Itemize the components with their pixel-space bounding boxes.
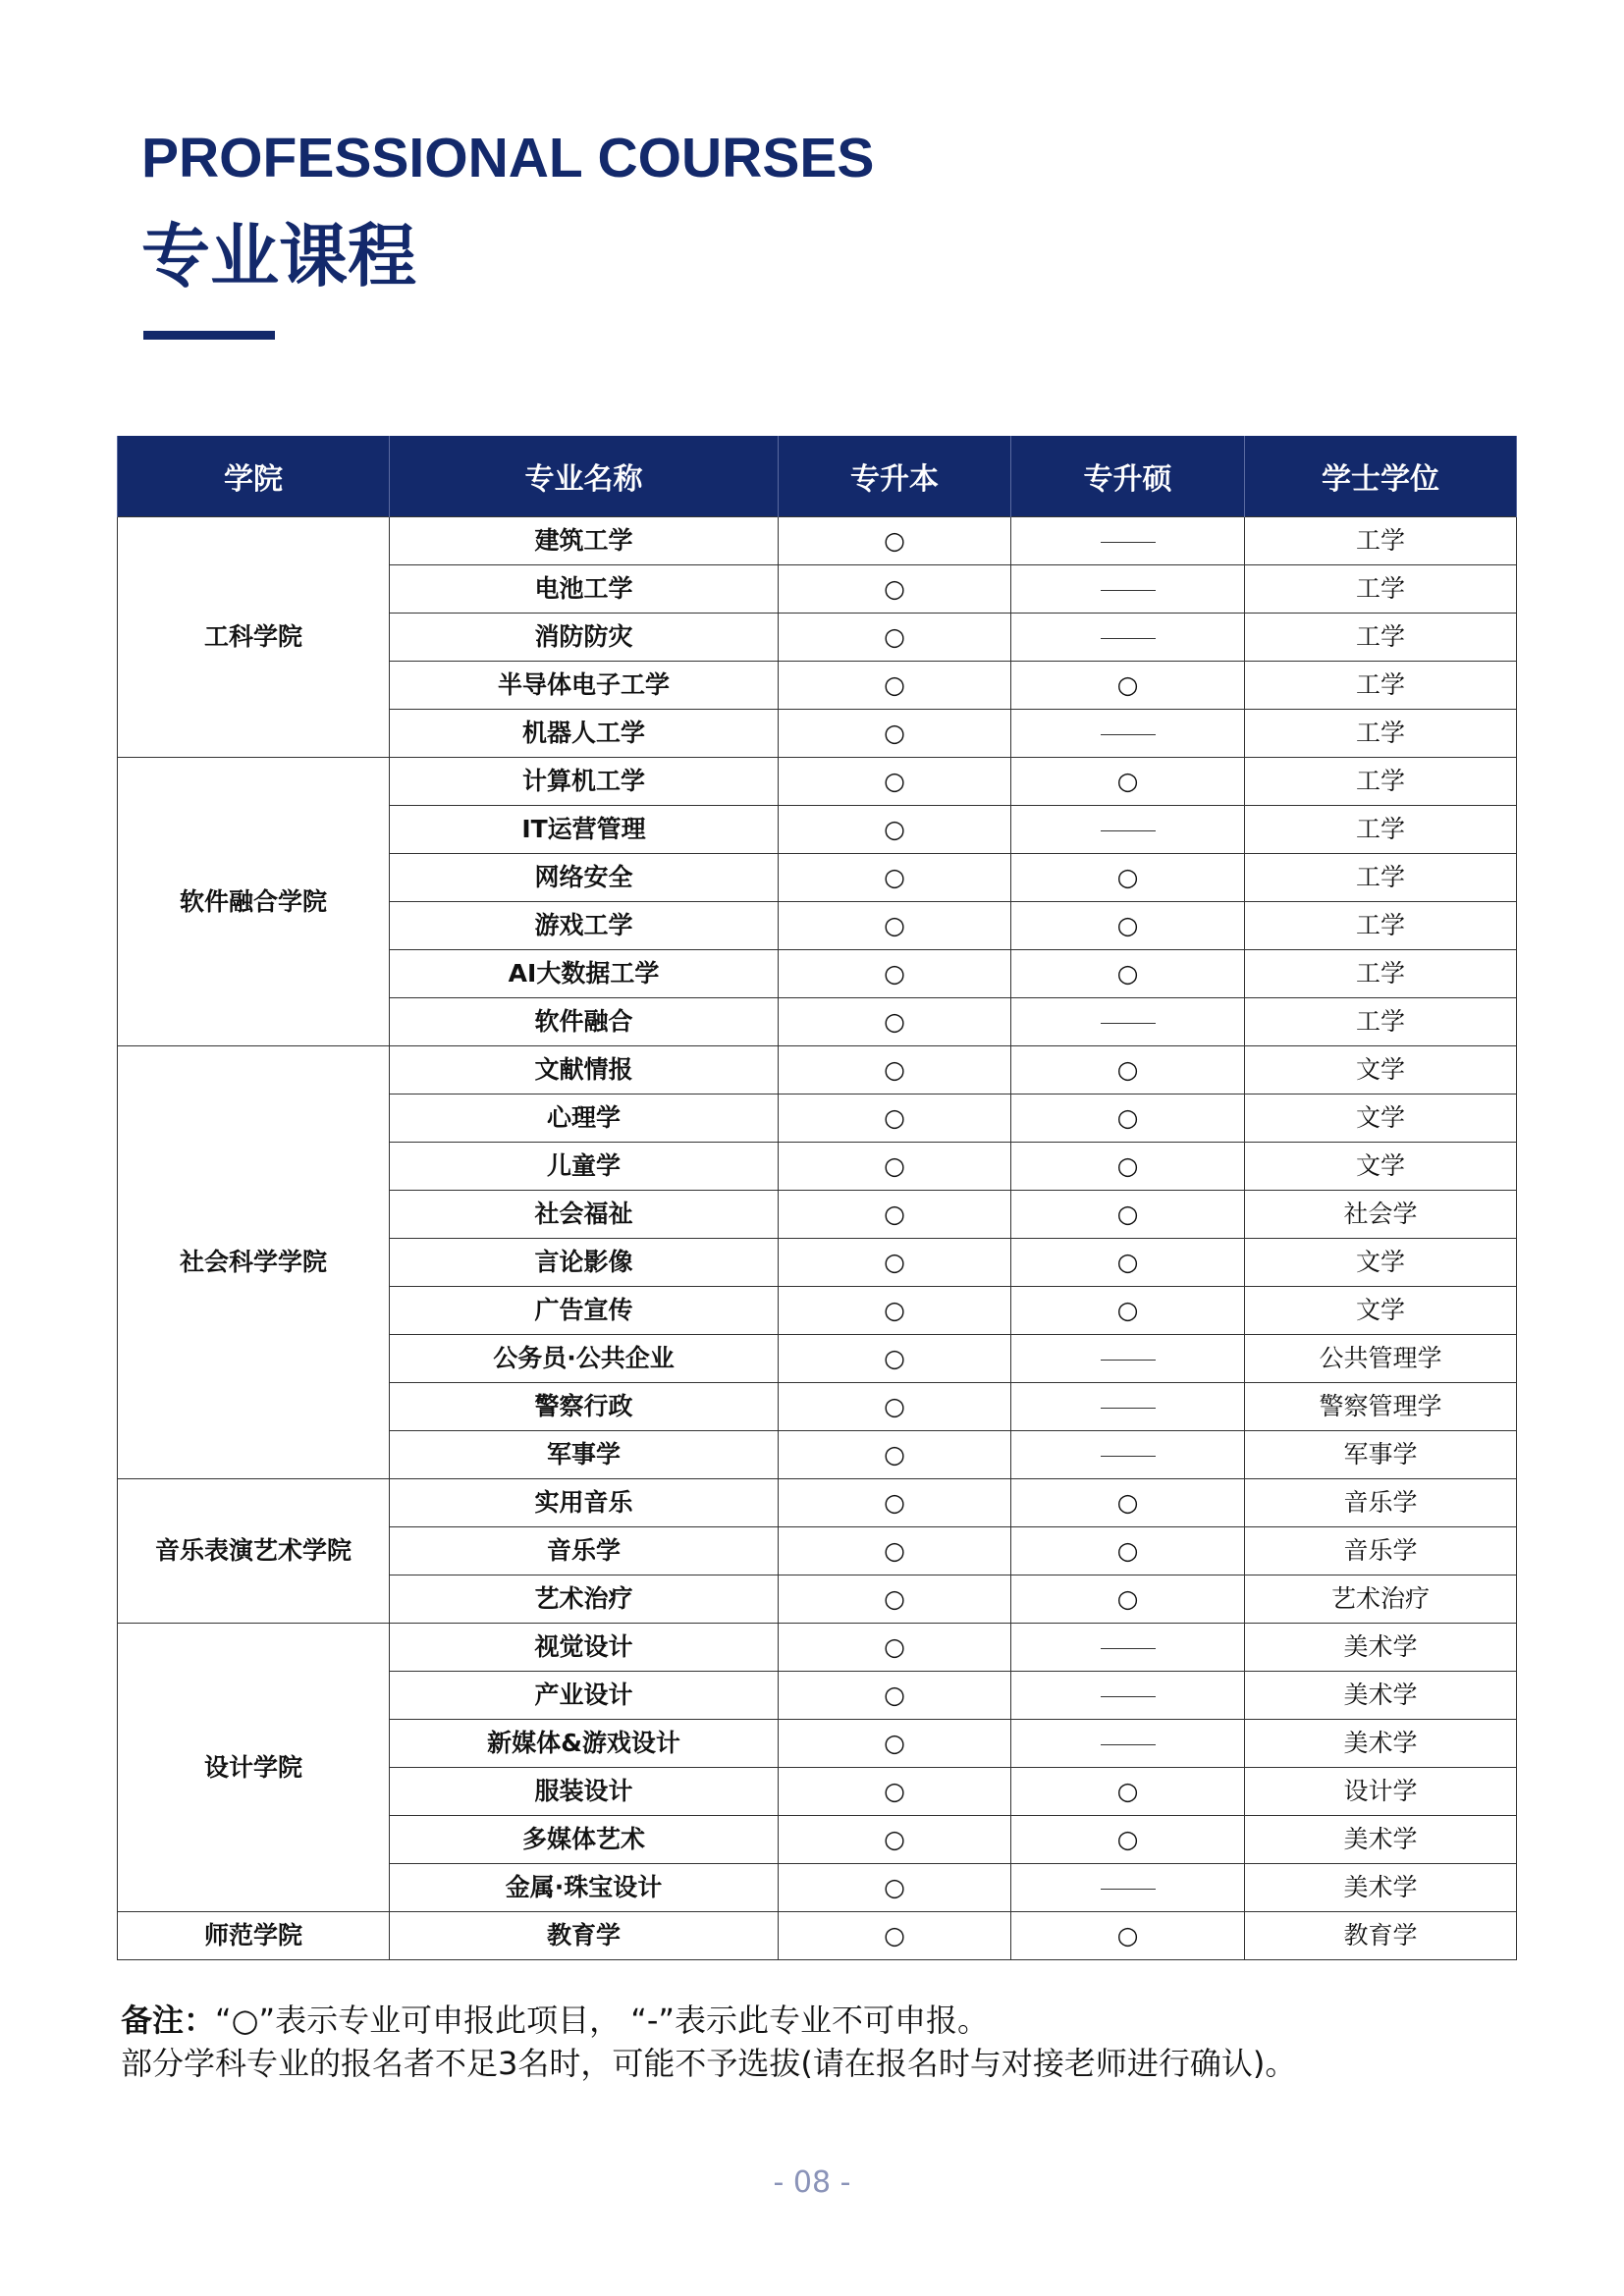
master-upgrade-cell [1011, 1287, 1245, 1335]
bachelor-upgrade-cell [779, 1239, 1011, 1287]
major-cell: 视觉设计 [390, 1624, 779, 1672]
master-upgrade-cell [1011, 1816, 1245, 1864]
available-circle-mark: ○ [884, 1440, 905, 1468]
bachelor-upgrade-cell [779, 1046, 1011, 1095]
degree-cell: 工学 [1245, 565, 1517, 614]
bachelor-upgrade-cell [779, 1864, 1011, 1912]
degree-cell: 军事学 [1245, 1431, 1517, 1479]
master-upgrade-cell [1011, 854, 1245, 902]
bachelor-upgrade-cell [779, 662, 1011, 710]
degree-cell: 公共管理学 [1245, 1335, 1517, 1383]
bachelor-upgrade-cell [779, 902, 1011, 950]
degree-cell: 工学 [1245, 854, 1517, 902]
major-cell: 言论影像 [390, 1239, 779, 1287]
available-circle-mark: ○ [884, 1584, 905, 1613]
master-upgrade-cell [1011, 614, 1245, 662]
master-upgrade-cell [1011, 758, 1245, 806]
table-body [118, 517, 1517, 1960]
available-circle-mark: ○ [1116, 1488, 1139, 1517]
not-available-dash [1101, 1744, 1156, 1745]
major-cell: 警察行政 [390, 1383, 779, 1431]
major-cell: 实用音乐 [390, 1479, 779, 1527]
master-upgrade-cell [1011, 1335, 1245, 1383]
master-upgrade-cell [1011, 1912, 1245, 1960]
title-underline-bar [143, 331, 275, 340]
not-available-dash [1101, 734, 1156, 735]
available-circle-mark: ○ [884, 1103, 905, 1132]
available-circle-mark: ○ [1116, 1825, 1139, 1853]
bachelor-upgrade-cell [779, 1335, 1011, 1383]
degree-cell: 文学 [1245, 1046, 1517, 1095]
degree-cell: 教育学 [1245, 1912, 1517, 1960]
major-cell: 音乐学 [390, 1527, 779, 1575]
available-circle-mark: ○ [884, 719, 905, 747]
major-cell: 艺术治疗 [390, 1575, 779, 1624]
bachelor-upgrade-cell [779, 1575, 1011, 1624]
available-circle-mark: ○ [884, 1007, 905, 1036]
available-circle-mark: ○ [884, 526, 905, 555]
degree-cell: 工学 [1245, 614, 1517, 662]
major-cell: 广告宣传 [390, 1287, 779, 1335]
degree-cell: 工学 [1245, 902, 1517, 950]
not-available-dash [1101, 1456, 1156, 1457]
major-cell: 社会福祉 [390, 1191, 779, 1239]
available-circle-mark: ○ [884, 959, 905, 988]
available-circle-mark: ○ [884, 622, 905, 651]
available-circle-mark: ○ [1116, 1151, 1139, 1180]
master-upgrade-cell [1011, 1575, 1245, 1624]
available-circle-mark: ○ [884, 1681, 905, 1709]
bachelor-upgrade-cell [779, 1527, 1011, 1575]
available-circle-mark: ○ [884, 574, 905, 603]
master-upgrade-cell [1011, 1527, 1245, 1575]
available-circle-mark: ○ [1116, 1536, 1139, 1565]
available-circle-mark: ○ [1116, 1584, 1139, 1613]
table-row [118, 517, 1517, 565]
bachelor-upgrade-cell [779, 1816, 1011, 1864]
not-available-dash [1101, 830, 1156, 831]
available-circle-mark: ○ [1116, 1921, 1139, 1949]
major-cell: 半导体电子工学 [390, 662, 779, 710]
master-upgrade-cell [1011, 1095, 1245, 1143]
bachelor-upgrade-cell [779, 1143, 1011, 1191]
degree-cell: 美术学 [1245, 1720, 1517, 1768]
column-header-major: 专业名称 [390, 436, 779, 517]
note-line-2: 部分学科专业的报名者不足3名时，可能不予选拔(请在报名时与对接老师进行确认)。 [121, 2045, 1297, 2082]
bachelor-upgrade-cell [779, 1720, 1011, 1768]
bachelor-upgrade-cell [779, 565, 1011, 614]
available-circle-mark: ○ [884, 1200, 905, 1228]
master-upgrade-cell [1011, 1239, 1245, 1287]
major-cell: 软件融合 [390, 998, 779, 1046]
bachelor-upgrade-cell [779, 1431, 1011, 1479]
master-upgrade-cell [1011, 1864, 1245, 1912]
table-row [118, 1479, 1517, 1527]
master-upgrade-cell [1011, 1431, 1245, 1479]
available-circle-mark: ○ [884, 1392, 905, 1420]
degree-cell: 美术学 [1245, 1672, 1517, 1720]
degree-cell: 文学 [1245, 1239, 1517, 1287]
master-upgrade-cell [1011, 1672, 1245, 1720]
not-available-dash [1101, 1023, 1156, 1024]
degree-cell: 音乐学 [1245, 1527, 1517, 1575]
bachelor-upgrade-cell [779, 1383, 1011, 1431]
bachelor-upgrade-cell [779, 710, 1011, 758]
major-cell: 电池工学 [390, 565, 779, 614]
bachelor-upgrade-cell [779, 758, 1011, 806]
college-cell: 音乐表演艺术学院 [118, 1479, 390, 1624]
available-circle-mark: ○ [884, 1296, 905, 1324]
bachelor-upgrade-cell [779, 1287, 1011, 1335]
not-available-dash [1101, 638, 1156, 639]
degree-cell: 工学 [1245, 710, 1517, 758]
degree-cell: 工学 [1245, 950, 1517, 998]
page-title-cn: 专业课程 [141, 216, 416, 296]
courses-table [117, 436, 1517, 1960]
degree-cell: 工学 [1245, 758, 1517, 806]
master-upgrade-cell [1011, 517, 1245, 565]
major-cell: 金属·珠宝设计 [390, 1864, 779, 1912]
available-circle-mark: ○ [884, 1873, 905, 1901]
master-upgrade-cell [1011, 1046, 1245, 1095]
not-available-dash [1101, 1360, 1156, 1361]
bachelor-upgrade-cell [779, 1624, 1011, 1672]
available-circle-mark: ○ [884, 863, 905, 891]
bachelor-upgrade-cell [779, 1479, 1011, 1527]
major-cell: AI大数据工学 [390, 950, 779, 998]
major-cell: 产业设计 [390, 1672, 779, 1720]
degree-cell: 美术学 [1245, 1816, 1517, 1864]
available-circle-mark: ○ [884, 1632, 905, 1661]
available-circle-mark: ○ [884, 1151, 905, 1180]
degree-cell: 社会学 [1245, 1191, 1517, 1239]
degree-cell: 文学 [1245, 1095, 1517, 1143]
major-cell: IT运营管理 [390, 806, 779, 854]
major-cell: 网络安全 [390, 854, 779, 902]
available-circle-mark: ○ [884, 1488, 905, 1517]
not-available-dash [1101, 1648, 1156, 1649]
note-label: 备注： [121, 2002, 216, 2039]
not-available-dash [1101, 1889, 1156, 1890]
major-cell: 建筑工学 [390, 517, 779, 565]
master-upgrade-cell [1011, 1143, 1245, 1191]
available-circle-mark: ○ [884, 1825, 905, 1853]
degree-cell: 工学 [1245, 998, 1517, 1046]
available-circle-mark: ○ [884, 911, 905, 939]
master-upgrade-cell [1011, 1768, 1245, 1816]
available-circle-mark: ○ [1116, 767, 1139, 795]
available-circle-mark: ○ [1116, 1248, 1139, 1276]
master-upgrade-cell [1011, 998, 1245, 1046]
table-header-row [118, 436, 1517, 517]
available-circle-mark: ○ [884, 1055, 905, 1084]
bachelor-upgrade-cell [779, 998, 1011, 1046]
bachelor-upgrade-cell [779, 1672, 1011, 1720]
column-header-bachelor-upgrade: 专升本 [779, 436, 1011, 517]
major-cell: 多媒体艺术 [390, 1816, 779, 1864]
master-upgrade-cell [1011, 662, 1245, 710]
college-cell: 工科学院 [118, 517, 390, 758]
degree-cell: 工学 [1245, 806, 1517, 854]
available-circle-mark: ○ [884, 1921, 905, 1949]
column-header-college: 学院 [118, 436, 390, 517]
not-available-dash [1101, 590, 1156, 591]
available-circle-mark: ○ [884, 1344, 905, 1372]
not-available-dash [1101, 542, 1156, 543]
major-cell: 教育学 [390, 1912, 779, 1960]
table-row [118, 758, 1517, 806]
degree-cell: 文学 [1245, 1143, 1517, 1191]
degree-cell: 设计学 [1245, 1768, 1517, 1816]
master-upgrade-cell [1011, 950, 1245, 998]
note-text-1: “○”表示专业可申报此项目， “-”表示此专业不可申报。 [215, 2002, 989, 2039]
college-cell: 师范学院 [118, 1912, 390, 1960]
bachelor-upgrade-cell [779, 950, 1011, 998]
not-available-dash [1101, 1696, 1156, 1697]
major-cell: 服装设计 [390, 1768, 779, 1816]
not-available-dash [1101, 1408, 1156, 1409]
major-cell: 机器人工学 [390, 710, 779, 758]
available-circle-mark: ○ [884, 815, 905, 843]
degree-cell: 音乐学 [1245, 1479, 1517, 1527]
master-upgrade-cell [1011, 902, 1245, 950]
available-circle-mark: ○ [1116, 1103, 1139, 1132]
available-circle-mark: ○ [884, 1729, 905, 1757]
column-header-master-upgrade: 专升硕 [1011, 436, 1245, 517]
major-cell: 公务员·公共企业 [390, 1335, 779, 1383]
major-cell: 文献情报 [390, 1046, 779, 1095]
available-circle-mark: ○ [884, 1536, 905, 1565]
master-upgrade-cell [1011, 1479, 1245, 1527]
bachelor-upgrade-cell [779, 1768, 1011, 1816]
available-circle-mark: ○ [884, 1248, 905, 1276]
degree-cell: 美术学 [1245, 1624, 1517, 1672]
available-circle-mark: ○ [1116, 670, 1139, 699]
bachelor-upgrade-cell [779, 806, 1011, 854]
degree-cell: 美术学 [1245, 1864, 1517, 1912]
bachelor-upgrade-cell [779, 1191, 1011, 1239]
bachelor-upgrade-cell [779, 854, 1011, 902]
major-cell: 军事学 [390, 1431, 779, 1479]
note-block [121, 1999, 1296, 2085]
master-upgrade-cell [1011, 1720, 1245, 1768]
major-cell: 心理学 [390, 1095, 779, 1143]
table-row [118, 1912, 1517, 1960]
available-circle-mark: ○ [884, 670, 905, 699]
master-upgrade-cell [1011, 1383, 1245, 1431]
major-cell: 儿童学 [390, 1143, 779, 1191]
available-circle-mark: ○ [1116, 959, 1139, 988]
table-row [118, 1624, 1517, 1672]
bachelor-upgrade-cell [779, 1095, 1011, 1143]
degree-cell: 文学 [1245, 1287, 1517, 1335]
available-circle-mark: ○ [1116, 863, 1139, 891]
degree-cell: 工学 [1245, 517, 1517, 565]
available-circle-mark: ○ [1116, 1296, 1139, 1324]
note-line-1 [121, 1999, 1296, 2042]
college-cell: 设计学院 [118, 1624, 390, 1912]
degree-cell: 工学 [1245, 662, 1517, 710]
college-cell: 软件融合学院 [118, 758, 390, 1046]
available-circle-mark: ○ [884, 1777, 905, 1805]
available-circle-mark: ○ [1116, 1200, 1139, 1228]
page-title-en: PROFESSIONAL COURSES [141, 127, 875, 189]
column-header-degree: 学士学位 [1245, 436, 1517, 517]
degree-cell: 警察管理学 [1245, 1383, 1517, 1431]
master-upgrade-cell [1011, 1191, 1245, 1239]
master-upgrade-cell [1011, 710, 1245, 758]
table-row [118, 1046, 1517, 1095]
degree-cell: 艺术治疗 [1245, 1575, 1517, 1624]
bachelor-upgrade-cell [779, 517, 1011, 565]
available-circle-mark: ○ [1116, 1055, 1139, 1084]
bachelor-upgrade-cell [779, 614, 1011, 662]
major-cell: 计算机工学 [390, 758, 779, 806]
major-cell: 游戏工学 [390, 902, 779, 950]
available-circle-mark: ○ [1116, 1777, 1139, 1805]
available-circle-mark: ○ [884, 767, 905, 795]
major-cell: 消防防灾 [390, 614, 779, 662]
master-upgrade-cell [1011, 565, 1245, 614]
master-upgrade-cell [1011, 1624, 1245, 1672]
page-number: - 08 - [773, 2165, 851, 2200]
master-upgrade-cell [1011, 806, 1245, 854]
major-cell: 新媒体&游戏设计 [390, 1720, 779, 1768]
bachelor-upgrade-cell [779, 1912, 1011, 1960]
available-circle-mark: ○ [1116, 911, 1139, 939]
college-cell: 社会科学学院 [118, 1046, 390, 1479]
